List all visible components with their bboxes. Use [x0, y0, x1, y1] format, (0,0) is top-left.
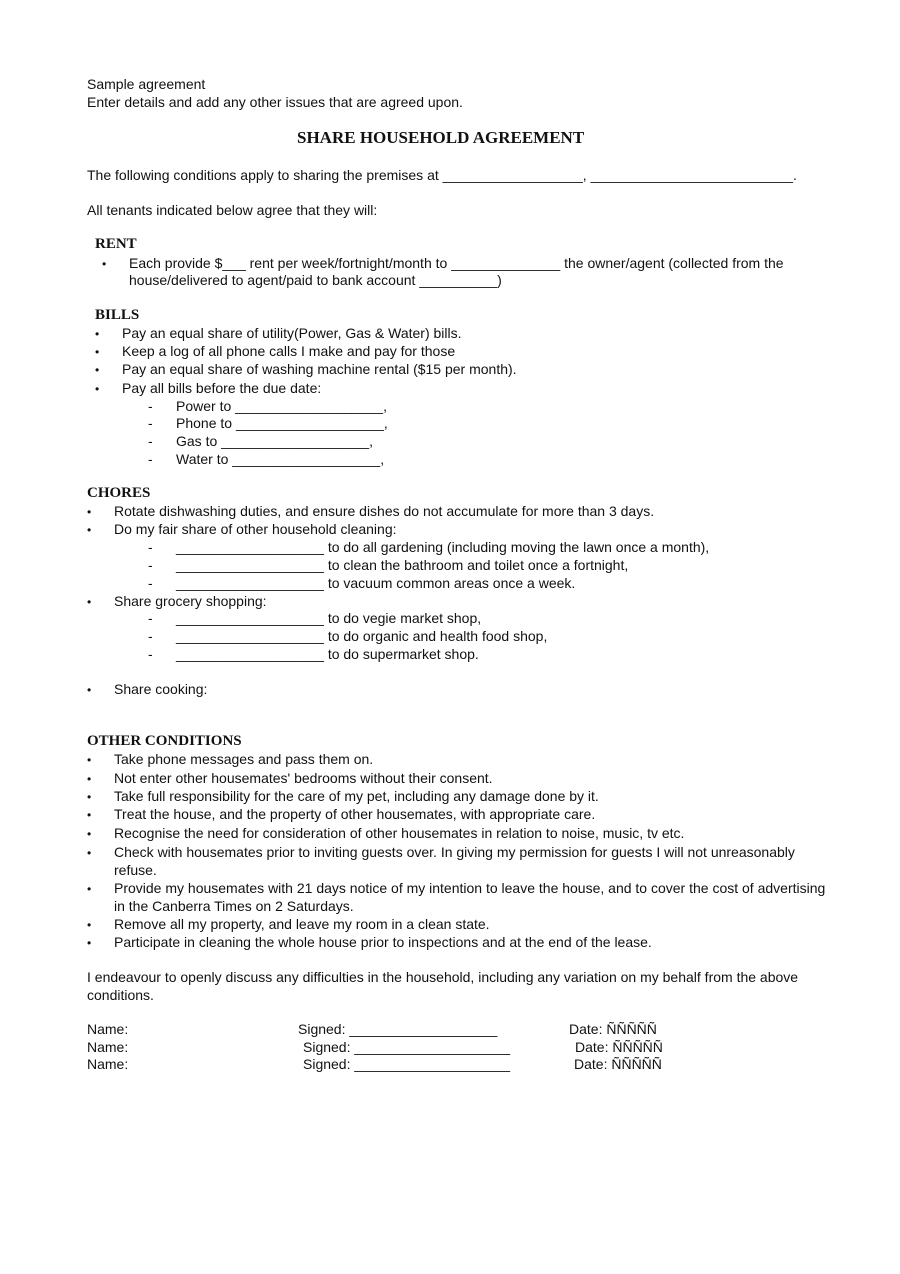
signature-signed: Signed: ____________________: [303, 1056, 511, 1072]
dash: -: [148, 628, 153, 644]
chores-heading: CHORES: [87, 485, 151, 501]
bullet: •: [87, 827, 92, 841]
dash: -: [148, 610, 153, 626]
other-item: Remove all my property, and leave my room in a clean state.: [114, 916, 490, 932]
signature-signed: Signed: ____________________: [303, 1039, 511, 1055]
bills-sub-item: Water to ___________________,: [176, 451, 385, 467]
bills-item: Pay all bills before the due date:: [122, 380, 322, 396]
bullet: •: [87, 683, 92, 697]
bullet: •: [95, 363, 100, 377]
bullet: •: [87, 808, 92, 822]
chores-item: Do my fair share of other household cleaning:: [114, 521, 397, 537]
notice-line-1: Provide my housemates with 21 days notice of my intention to leave the house, and to cover the cost of advertising: [114, 880, 826, 896]
dash: -: [148, 415, 153, 431]
bullet: •: [102, 257, 107, 271]
bullet: •: [87, 882, 92, 896]
other-item: Participate in cleaning the whole house prior to inspections and at the end of the lease.: [114, 934, 652, 950]
bullet: •: [87, 505, 92, 519]
other-item: Treat the house, and the property of other housemates, with appropriate care.: [114, 806, 596, 822]
dash: -: [148, 398, 153, 414]
signature-name: Name:: [87, 1021, 129, 1037]
document-title: SHARE HOUSEHOLD AGREEMENT: [297, 128, 585, 147]
dash: -: [148, 451, 153, 467]
bullet: •: [87, 936, 92, 950]
guests-line-1: Check with housemates prior to inviting guests over. In giving my permission for guests I will not unreasonably: [114, 844, 795, 860]
other-item: Take full responsibility for the care of my pet, including any damage done by it.: [114, 788, 599, 804]
dash: -: [148, 433, 153, 449]
bullet: •: [87, 846, 92, 860]
bills-item: Pay an equal share of washing machine rental ($15 per month).: [122, 361, 517, 377]
grocery-item: ___________________ to do organic and health food shop,: [176, 628, 548, 644]
bullet: •: [87, 790, 92, 804]
bullet: •: [95, 345, 100, 359]
rent-heading: RENT: [95, 236, 137, 252]
grocery-item: ___________________ to do vegie market shop,: [176, 610, 482, 626]
signature-name: Name:: [87, 1056, 129, 1072]
dash: -: [148, 557, 153, 573]
signature-date: Date: ÑÑÑÑÑ: [575, 1039, 663, 1055]
signature-signed: Signed: ___________________: [298, 1021, 498, 1037]
signature-date: Date: ÑÑÑÑÑ: [569, 1021, 657, 1037]
bullet: •: [87, 523, 92, 537]
bills-item: Keep a log of all phone calls I make and pay for those: [122, 343, 456, 359]
bullet: •: [87, 595, 92, 609]
other-item: Take phone messages and pass them on.: [114, 751, 374, 767]
cleaning-item: ___________________ to vacuum common areas once a week.: [176, 575, 576, 591]
grocery-item: ___________________ to do supermarket shop.: [176, 646, 479, 662]
bills-sub-item: Gas to ___________________,: [176, 433, 373, 449]
signature-date: Date: ÑÑÑÑÑ: [574, 1056, 662, 1072]
bullet: •: [87, 753, 92, 767]
cleaning-item: ___________________ to clean the bathroom and toilet once a fortnight,: [176, 557, 629, 573]
closing-line-1: I endeavour to openly discuss any difficulties in the household, including any variation on my behalf from the above: [87, 969, 799, 985]
cleaning-item: ___________________ to do all gardening (including moving the lawn once a month),: [176, 539, 710, 555]
intro-line-2: Enter details and add any other issues that are agreed upon.: [87, 94, 463, 110]
dash: -: [148, 539, 153, 555]
rent-line-1: Each provide $___ rent per week/fortnight/month to ______________ the owner/agent (collected from the: [129, 255, 784, 271]
dash: -: [148, 575, 153, 591]
intro-line-1: Sample agreement: [87, 76, 206, 92]
bills-sub-item: Power to ___________________,: [176, 398, 387, 414]
signature-name: Name:: [87, 1039, 129, 1055]
guests-line-2: refuse.: [114, 862, 157, 878]
closing-line-2: conditions.: [87, 987, 154, 1003]
bullet: •: [87, 772, 92, 786]
chores-item: Share grocery shopping:: [114, 593, 267, 609]
bills-item: Pay an equal share of utility(Power, Gas & Water) bills.: [122, 325, 462, 341]
rent-line-2: house/delivered to agent/paid to bank account __________): [129, 272, 502, 288]
tenants-line: All tenants indicated below agree that they will:: [87, 202, 378, 218]
bullet: •: [87, 918, 92, 932]
notice-line-2: in the Canberra Times on 2 Saturdays.: [114, 898, 354, 914]
other-conditions-heading: OTHER CONDITIONS: [87, 733, 242, 749]
dash: -: [148, 646, 153, 662]
bullet: •: [95, 327, 100, 341]
chores-item: Share cooking:: [114, 681, 208, 697]
chores-item: Rotate dishwashing duties, and ensure dishes do not accumulate for more than 3 days.: [114, 503, 655, 519]
bills-sub-item: Phone to ___________________,: [176, 415, 388, 431]
bills-heading: BILLS: [95, 307, 140, 323]
bullet: •: [95, 382, 100, 396]
other-item: Not enter other housemates' bedrooms without their consent.: [114, 770, 493, 786]
other-item: Recognise the need for consideration of other housemates in relation to noise, music, tv etc.: [114, 825, 685, 841]
premises-line: The following conditions apply to sharing the premises at __________________, __________________________.: [87, 167, 797, 183]
